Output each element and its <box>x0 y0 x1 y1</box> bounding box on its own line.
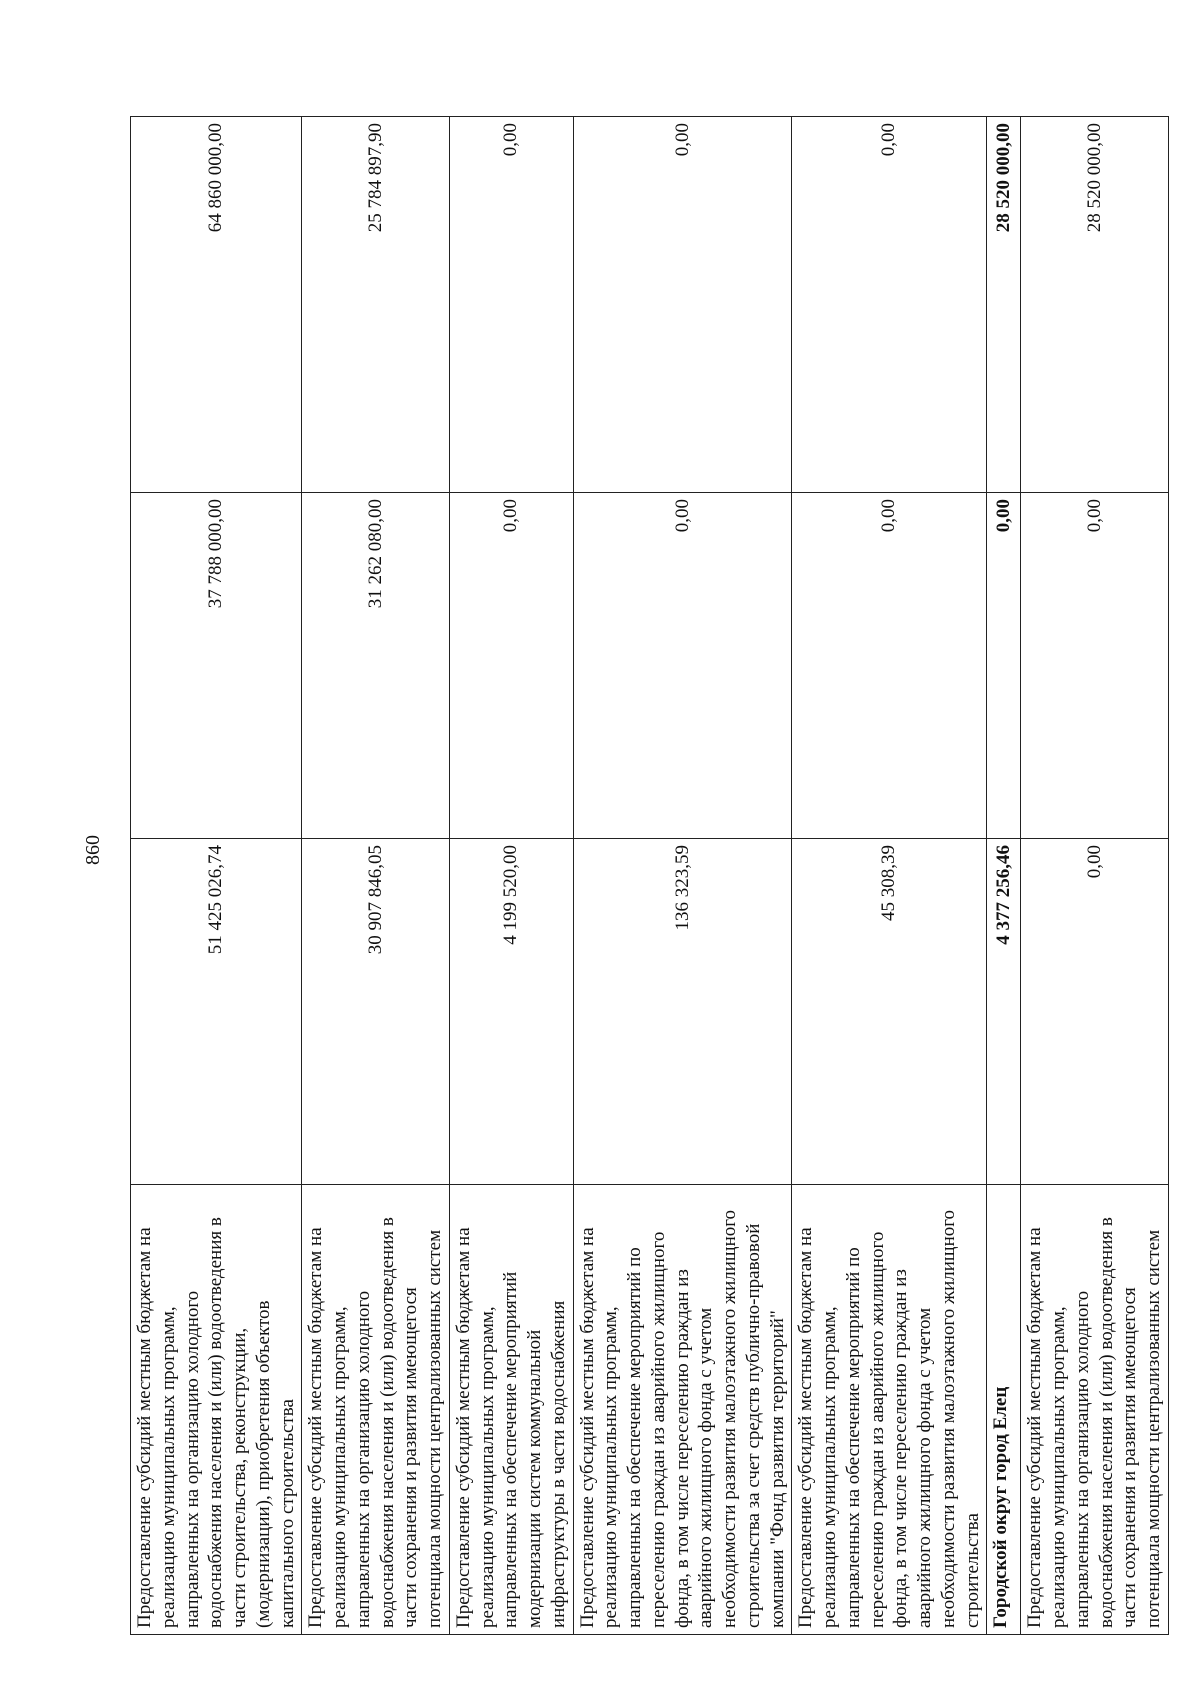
table-row <box>131 117 302 1635</box>
table-row <box>302 117 450 1635</box>
total-row-title: Городской округ город Елец <box>987 1185 1021 1635</box>
rotated-table-container <box>130 117 1164 1635</box>
row-value-2: 31 262 080,00 <box>302 493 450 839</box>
row-description: Предоставление субсидий местным бюджетам на реализацию муниципальных программ, направленных на организацию холодного водоснабжения населения и (или) водоотведения в части строительства, реконструкции, (модернизации), приобретения объектов капитального строительства <box>131 1185 302 1635</box>
table-row <box>792 117 987 1635</box>
row-value-2: 0,00 <box>1021 493 1169 839</box>
row-value-2: 0,00 <box>573 493 792 839</box>
row-description: Предоставление субсидий местным бюджетам на реализацию муниципальных программ, направленных на организацию холодного водоснабжения населения и (или) водоотведения в части сохранения и развития имеющегося потенциала мощности централизованных систем <box>302 1185 450 1635</box>
total-value-1: 4 377 256,46 <box>987 839 1021 1185</box>
row-value-3: 0,00 <box>573 117 792 493</box>
row-value-1: 45 308,39 <box>792 839 987 1185</box>
row-description: Предоставление субсидий местным бюджетам на реализацию муниципальных программ, направленных на обеспечение мероприятий по переселению граждан из аварийного жилищного фонда, в том числе переселению граждан из аварийного жилищного фонда с учетом необходимости развития малоэтажного жилищного строительства за счет средств публично-правовой компании "Фонд развития территорий" <box>573 1185 792 1635</box>
page-number: 860 <box>82 835 104 865</box>
row-value-3: 25 784 897,90 <box>302 117 450 493</box>
row-value-2: 0,00 <box>792 493 987 839</box>
row-value-1: 30 907 846,05 <box>302 839 450 1185</box>
total-value-3: 28 520 000,00 <box>987 117 1021 493</box>
row-description: Предоставление субсидий местным бюджетам на реализацию муниципальных программ, направленных на обеспечение мероприятий модернизации систем коммунальной инфраструктуры в части водоснабжения <box>449 1185 573 1635</box>
row-value-3: 28 520 000,00 <box>1021 117 1169 493</box>
budget-table <box>130 116 1169 1635</box>
row-description: Предоставление субсидий местным бюджетам на реализацию муниципальных программ, направленных на организацию холодного водоснабжения населения и (или) водоотведения в части сохранения и развития имеющегося потенциала мощности централизованных систем <box>1021 1185 1169 1635</box>
row-value-2: 0,00 <box>449 493 573 839</box>
row-value-1: 51 425 026,74 <box>131 839 302 1185</box>
total-row <box>987 117 1021 1635</box>
row-description: Предоставление субсидий местным бюджетам на реализацию муниципальных программ, направленных на обеспечение мероприятий по переселению граждан из аварийного жилищного фонда, в том числе переселению граждан из аварийного жилищного фонда с учетом необходимости развития малоэтажного жилищного строительства <box>792 1185 987 1635</box>
row-value-2: 37 788 000,00 <box>131 493 302 839</box>
row-value-3: 0,00 <box>792 117 987 493</box>
row-value-1: 136 323,59 <box>573 839 792 1185</box>
table-row <box>573 117 792 1635</box>
table-row <box>449 117 573 1635</box>
row-value-1: 0,00 <box>1021 839 1169 1185</box>
row-value-3: 0,00 <box>449 117 573 493</box>
total-value-2: 0,00 <box>987 493 1021 839</box>
table-row <box>1021 117 1169 1635</box>
row-value-1: 4 199 520,00 <box>449 839 573 1185</box>
row-value-3: 64 860 000,00 <box>131 117 302 493</box>
